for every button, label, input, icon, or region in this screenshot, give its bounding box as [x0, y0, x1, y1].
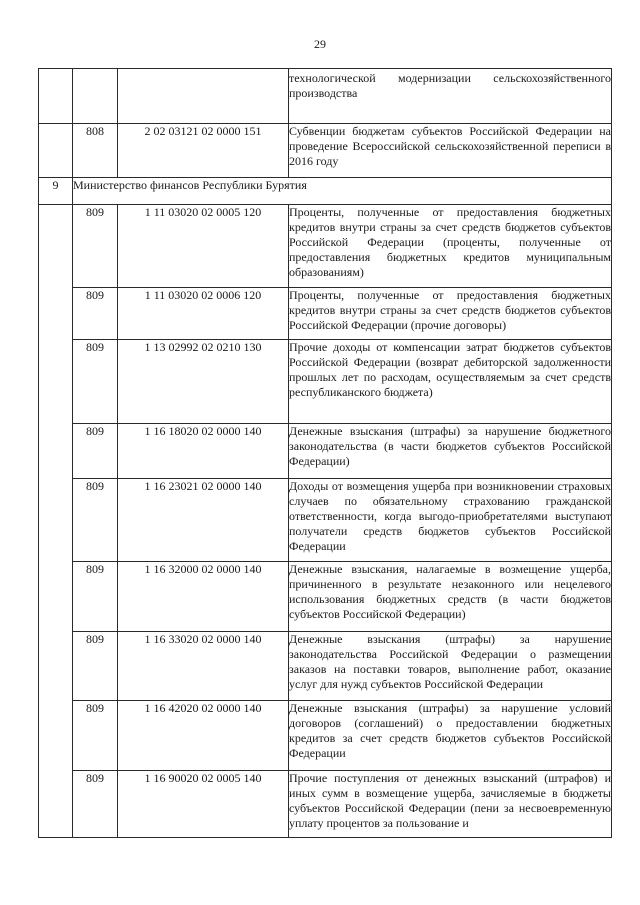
budget-code-cell: 1 16 33020 02 0000 140 [118, 632, 289, 701]
budget-code-cell: 1 16 23021 02 0000 140 [118, 479, 289, 562]
budget-code-cell: 1 13 02992 02 0210 130 [118, 340, 289, 424]
admin-code-cell: 809 [73, 632, 118, 701]
description-cell: Проценты, полученные от предоставления бюджетных кредитов внутри страны за счет средств бюджетов субъектов Российской Федерации (проценты, полученные от предоставления бюджетных кредитов муниципальным образованиям) [289, 205, 612, 288]
description-cell: Денежные взыскания (штрафы) за нарушение условий договоров (соглашений) о предоставлении бюджетных кредитов за счет средств бюджетов субъектов Российской Федерации [289, 701, 612, 771]
admin-code-cell: 808 [73, 124, 118, 178]
budget-code-cell [118, 69, 289, 124]
table-row [39, 424, 612, 479]
row-number-cell [39, 69, 73, 124]
admin-code-cell: 809 [73, 771, 118, 838]
description-cell: Доходы от возмещения ущерба при возникновении страховых случаев по обязательному страхованию гражданской ответственности, когда выгодо-приобретателями выступают получатели средств бюджетов субъектов Российской Федерации [289, 479, 612, 562]
budget-code-cell: 1 16 18020 02 0000 140 [118, 424, 289, 479]
admin-code-cell: 809 [73, 562, 118, 632]
table-row [39, 205, 612, 288]
table-row [39, 340, 612, 424]
admin-code-cell: 809 [73, 205, 118, 288]
description-cell: Денежные взыскания, налагаемые в возмещение ущерба, причиненного в результате незаконного или нецелевого использования бюджетных средств (в части бюджетов субъектов Российской Федерации) [289, 562, 612, 632]
row-number-cell [39, 124, 73, 178]
description-cell: Денежные взыскания (штрафы) за нарушение бюджетного законодательства (в части бюджетов субъектов Российской Федерации) [289, 424, 612, 479]
table-row [39, 632, 612, 701]
section-number: 9 [39, 178, 73, 205]
description-cell: технологической модернизации сельскохозяйственного производства [289, 69, 612, 124]
admin-code-cell [73, 69, 118, 124]
admin-code-cell: 809 [73, 479, 118, 562]
description-cell: Субвенции бюджетам субъектов Российской Федерации на проведение Всероссийской сельскохозяйственной переписи в 2016 году [289, 124, 612, 178]
table-row [39, 771, 612, 838]
description-cell: Прочие поступления от денежных взысканий (штрафов) и иных сумм в возмещение ущерба, зачисляемые в бюджеты субъектов Российской Федерации (пени за несвоевременную уплату процентов за пользование и [289, 771, 612, 838]
admin-code-cell: 809 [73, 340, 118, 424]
section-row [39, 178, 612, 205]
budget-code-cell: 1 11 03020 02 0006 120 [118, 288, 289, 340]
section-title: Министерство финансов Республики Бурятия [73, 178, 612, 205]
table-row [39, 562, 612, 632]
table-row-continuation [39, 69, 612, 124]
row-number-cell [39, 205, 73, 838]
budget-code-cell: 2 02 03121 02 0000 151 [118, 124, 289, 178]
budget-code-cell: 1 16 90020 02 0005 140 [118, 771, 289, 838]
budget-code-cell: 1 11 03020 02 0005 120 [118, 205, 289, 288]
revenue-codes-table [38, 68, 612, 838]
description-cell: Прочие доходы от компенсации затрат бюджетов субъектов Российской Федерации (возврат дебиторской задолженности прошлых лет по расходам, осуществляемым за счет средств республиканского бюджета) [289, 340, 612, 424]
description-cell: Проценты, полученные от предоставления бюджетных кредитов внутри страны за счет средств бюджетов субъектов Российской Федерации (прочие договоры) [289, 288, 612, 340]
page-number: 29 [314, 37, 326, 51]
table-row [39, 701, 612, 771]
admin-code-cell: 809 [73, 424, 118, 479]
admin-code-cell: 809 [73, 701, 118, 771]
table-row [39, 288, 612, 340]
table-row [39, 479, 612, 562]
admin-code-cell: 809 [73, 288, 118, 340]
description-cell: Денежные взыскания (штрафы) за нарушение законодательства Российской Федерации о размещении заказов на поставки товаров, выполнение работ, оказание услуг для нужд субъектов Российской Федерации [289, 632, 612, 701]
budget-code-cell: 1 16 32000 02 0000 140 [118, 562, 289, 632]
budget-code-cell: 1 16 42020 02 0000 140 [118, 701, 289, 771]
table-row-808 [39, 124, 612, 178]
